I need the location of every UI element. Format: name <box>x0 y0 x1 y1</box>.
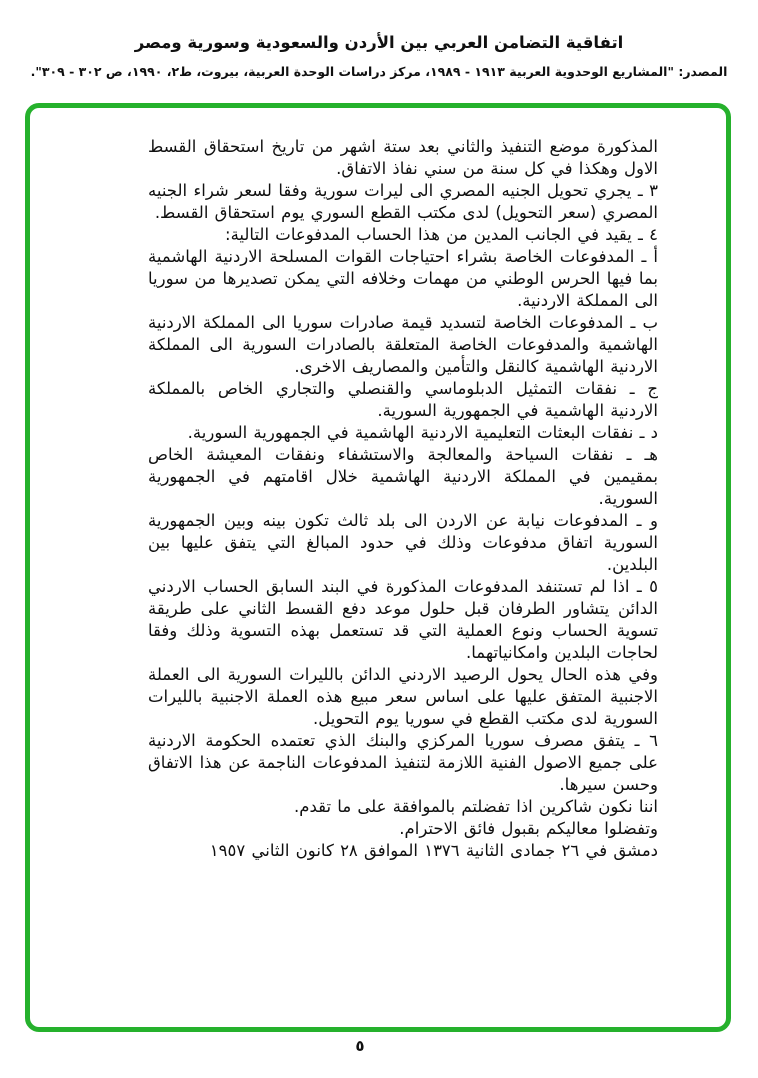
document-paragraph: المذكورة موضع التنفيذ والثاني بعد ستة اشهر من تاريخ استحقاق القسط الاول وهكذا في كل سنة من سني نفاذ الاتفاق. <box>148 137 658 178</box>
document-paragraph: ج ـ نفقات التمثيل الدبلوماسي والقنصلي والتجاري الخاص بالمملكة الاردنية الهاشمية في الجمهورية السورية. <box>148 379 658 420</box>
document-paragraph: وتفضلوا معاليكم بقبول فائق الاحترام. <box>399 819 658 838</box>
document-paragraph: هـ ـ نفقات السياحة والمعالجة والاستشفاء ونفقات المعيشة الخاص بمقيمين في المملكة الاردنية الهاشمية خلال اقامتهم في الجمهورية السورية. <box>148 445 658 508</box>
document-title: اتفاقية التضامن العربي بين الأردن والسعودية وسورية ومصر <box>134 33 624 52</box>
document-paragraph: و ـ المدفوعات نيابة عن الاردن الى بلد ثالث تكون بينه وبين الجمهورية السورية اتفاق مدفوعات وذلك في حدود المبالغ التي يتفق عليها بين البلدين. <box>148 511 658 574</box>
document-paragraph: دمشق في ٢٦ جمادى الثانية ١٣٧٦ الموافق ٢٨ كانون الثاني ١٩٥٧ <box>209 841 658 860</box>
document-body <box>148 136 658 1017</box>
document-paragraph: وفي هذه الحال يحول الرصيد الاردني الدائن بالليرات السورية الى العملة الاجنبية المتفق عليها على اساس سعر مبيع هذه العملة الاجنبية بالليرات السورية لدى مكتب القطع في سوريا يوم التحويل. <box>148 665 658 728</box>
document-paragraph: ٥ ـ اذا لم تستنفد المدفوعات المذكورة في البند السابق الحساب الاردني الدائن يتشاور الطرفان قبل حلول موعد دفع القسط الثاني على طريقة تسوية الحساب ونوع العملية التي قد تستعمل بهذه التسوية وذلك وفقا لحاجات البلدين وامكانياتهما. <box>148 577 658 662</box>
document-paragraph: ب ـ المدفوعات الخاصة لتسديد قيمة صادرات سوريا الى المملكة الاردنية الهاشمية والمدفوعات الخاصة المتعلقة بالصادرات السورية الى المملكة الاردنية الهاشمية كالنقل والتأمين والمصاريف الاخرى. <box>148 313 658 376</box>
document-paragraph: د ـ نفقات البعثات التعليمية الاردنية الهاشمية في الجمهورية السورية. <box>187 423 658 442</box>
content-border-box <box>25 103 731 1032</box>
document-paragraph: اننا نكون شاكرين اذا تفضلتم بالموافقة على ما تقدم. <box>294 797 658 816</box>
document-paragraph: ٣ ـ يجري تحويل الجنيه المصري الى ليرات سورية وفقا لسعر شراء الجنيه المصري (سعر التحويل) لدى مكتب القطع السوري يوم استحقاق القسط. <box>148 181 658 222</box>
page-number: ٥ <box>355 1037 365 1055</box>
document-paragraph: أ ـ المدفوعات الخاصة بشراء احتياجات القوات المسلحة الاردنية الهاشمية بما فيها الحرس الوطني من مهمات وخلافه التي يمكن تصديرها من سوريا الى المملكة الاردنية. <box>148 247 658 310</box>
source-citation: المصدر: "المشاريع الوحدوية العربية ١٩١٣ - ١٩٨٩، مركز دراسات الوحدة العربية، بيروت، ط٢، ١٩٩٠، ص ٣٠٢ - ٣٠٩". <box>30 64 728 79</box>
document-paragraph: ٦ ـ يتفق مصرف سوريا المركزي والبنك الذي تعتمده الحكومة الاردنية على جميع الاصول الفنية اللازمة لتنفيذ المدفوعات الناجمة عن هذا الاتفاق وحسن سيرها. <box>148 731 658 794</box>
document-paragraph: ٤ ـ يقيد في الجانب المدين من هذا الحساب المدفوعات التالية: <box>225 225 658 244</box>
